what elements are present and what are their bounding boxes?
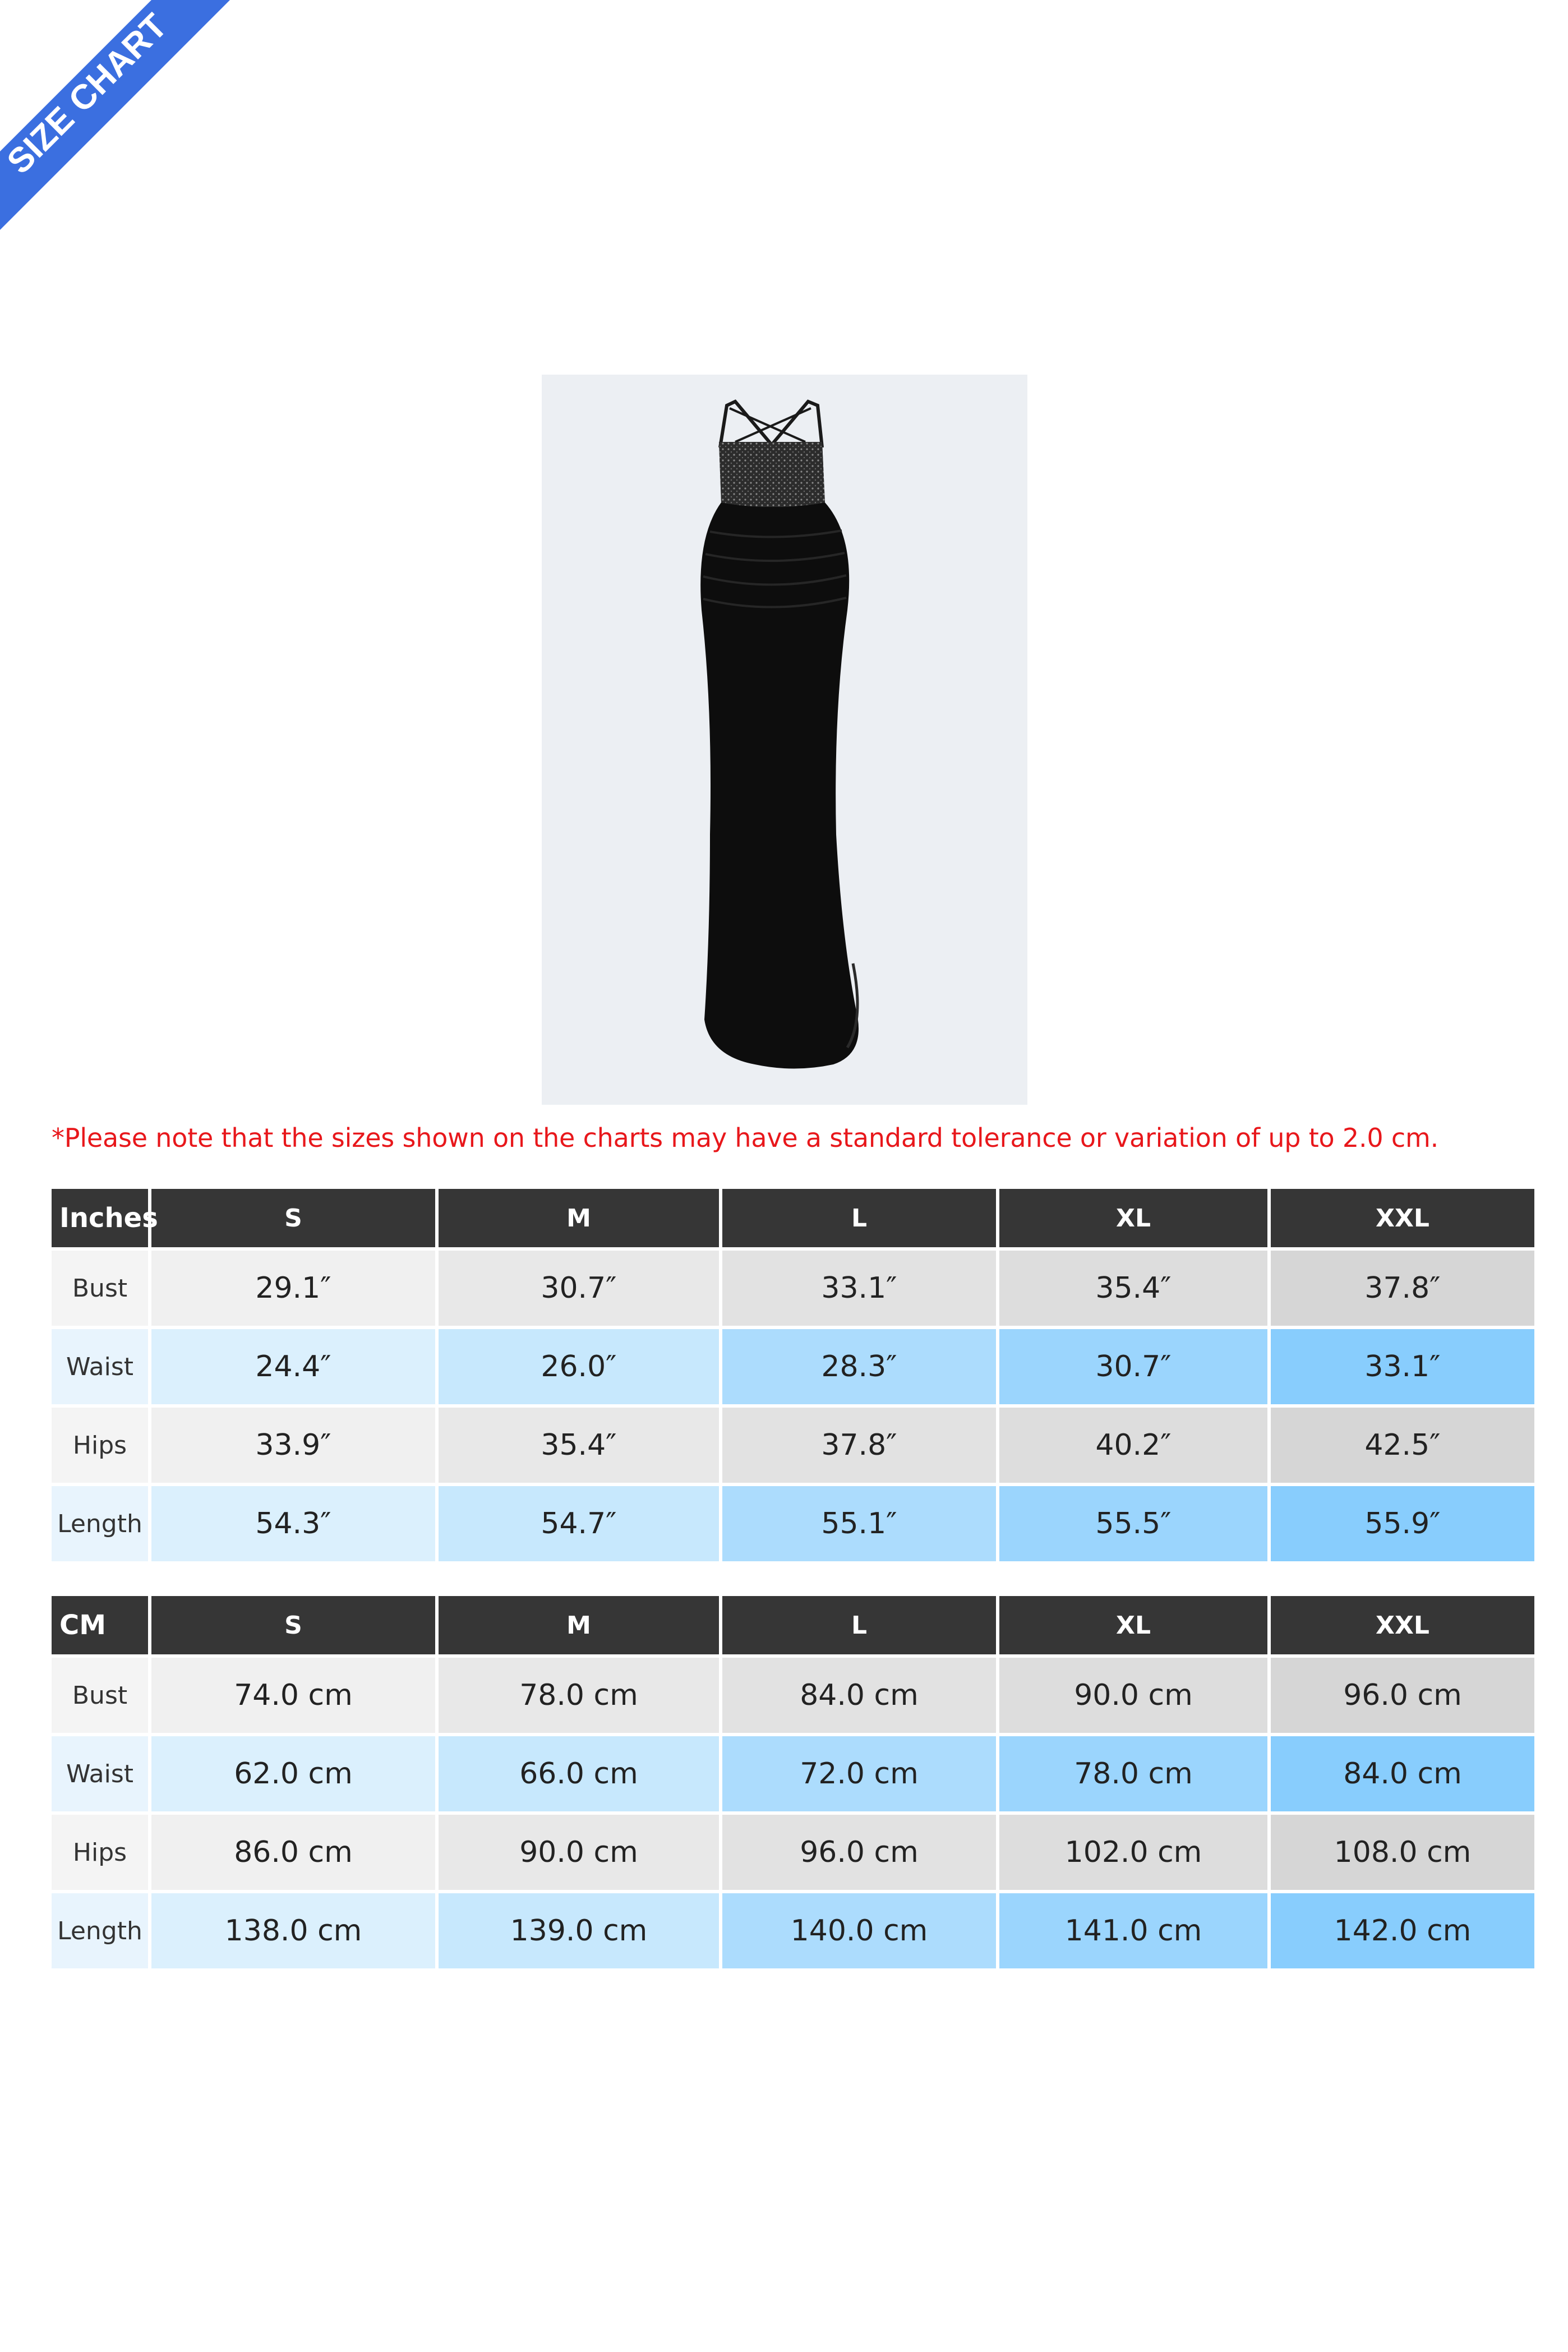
row-label: Waist bbox=[52, 1736, 148, 1811]
table-cell: 24.4″ bbox=[151, 1329, 435, 1404]
table-row bbox=[52, 1658, 1534, 1733]
row-label: Length bbox=[52, 1486, 148, 1561]
table-cell: 90.0 cm bbox=[439, 1815, 719, 1890]
table-cell: 96.0 cm bbox=[722, 1815, 996, 1890]
row-label: Bust bbox=[52, 1251, 148, 1326]
table-cell: 139.0 cm bbox=[439, 1893, 719, 1968]
dress-photo-icon bbox=[542, 375, 1027, 1105]
tolerance-note: *Please note that the sizes shown on the charts may have a standard tolerance or variation of up to 2.0 cm. bbox=[52, 1123, 1439, 1153]
table-cell: 33.1″ bbox=[1271, 1329, 1534, 1404]
table-cell: 141.0 cm bbox=[999, 1893, 1267, 1968]
table-cell: 35.4″ bbox=[999, 1251, 1267, 1326]
row-label: Hips bbox=[52, 1408, 148, 1483]
row-label: Waist bbox=[52, 1329, 148, 1404]
cm-size-table bbox=[48, 1593, 1538, 1972]
table-cell: 84.0 cm bbox=[722, 1658, 996, 1733]
table-cell: 40.2″ bbox=[999, 1408, 1267, 1483]
table-cell: 72.0 cm bbox=[722, 1736, 996, 1811]
table-cell: 108.0 cm bbox=[1271, 1815, 1534, 1890]
table-cell: 30.7″ bbox=[439, 1251, 719, 1326]
table-cell: 138.0 cm bbox=[151, 1893, 435, 1968]
table-cell: 84.0 cm bbox=[1271, 1736, 1534, 1811]
table-cell: 42.5″ bbox=[1271, 1408, 1534, 1483]
table-cell: 37.8″ bbox=[1271, 1251, 1534, 1326]
table-row bbox=[52, 1736, 1534, 1811]
unit-label: Inches bbox=[52, 1189, 148, 1247]
inches-size-table bbox=[48, 1186, 1538, 1565]
table-cell: 140.0 cm bbox=[722, 1893, 996, 1968]
size-header: M bbox=[439, 1596, 719, 1654]
row-label: Hips bbox=[52, 1815, 148, 1890]
product-photo bbox=[542, 375, 1027, 1105]
table-cell: 62.0 cm bbox=[151, 1736, 435, 1811]
table-cell: 78.0 cm bbox=[999, 1736, 1267, 1811]
table-cell: 55.9″ bbox=[1271, 1486, 1534, 1561]
table-row bbox=[52, 1815, 1534, 1890]
table-cell: 30.7″ bbox=[999, 1329, 1267, 1404]
size-header: S bbox=[151, 1596, 435, 1654]
table-cell: 96.0 cm bbox=[1271, 1658, 1534, 1733]
table-row bbox=[52, 1486, 1534, 1561]
row-label: Length bbox=[52, 1893, 148, 1968]
table-cell: 37.8″ bbox=[722, 1408, 996, 1483]
table-row bbox=[52, 1251, 1534, 1326]
table-cell: 78.0 cm bbox=[439, 1658, 719, 1733]
size-chart-ribbon bbox=[0, 0, 236, 236]
size-header: M bbox=[439, 1189, 719, 1247]
table-header-row bbox=[52, 1189, 1534, 1247]
table-cell: 86.0 cm bbox=[151, 1815, 435, 1890]
unit-label: CM bbox=[52, 1596, 148, 1654]
size-header: S bbox=[151, 1189, 435, 1247]
table-cell: 55.1″ bbox=[722, 1486, 996, 1561]
size-header: XXL bbox=[1271, 1596, 1534, 1654]
table-row bbox=[52, 1893, 1534, 1968]
table-cell: 74.0 cm bbox=[151, 1658, 435, 1733]
table-cell: 54.3″ bbox=[151, 1486, 435, 1561]
table-header-row bbox=[52, 1596, 1534, 1654]
table-row bbox=[52, 1408, 1534, 1483]
size-header: XL bbox=[999, 1596, 1267, 1654]
table-cell: 29.1″ bbox=[151, 1251, 435, 1326]
table-cell: 54.7″ bbox=[439, 1486, 719, 1561]
table-cell: 33.9″ bbox=[151, 1408, 435, 1483]
table-cell: 33.1″ bbox=[722, 1251, 996, 1326]
table-cell: 66.0 cm bbox=[439, 1736, 719, 1811]
table-row bbox=[52, 1329, 1534, 1404]
size-header: L bbox=[722, 1596, 996, 1654]
size-header: XXL bbox=[1271, 1189, 1534, 1247]
table-cell: 55.5″ bbox=[999, 1486, 1267, 1561]
table-cell: 35.4″ bbox=[439, 1408, 719, 1483]
table-cell: 28.3″ bbox=[722, 1329, 996, 1404]
table-cell: 90.0 cm bbox=[999, 1658, 1267, 1733]
size-header: L bbox=[722, 1189, 996, 1247]
ribbon-label: SIZE CHART bbox=[0, 6, 175, 182]
table-cell: 142.0 cm bbox=[1271, 1893, 1534, 1968]
row-label: Bust bbox=[52, 1658, 148, 1733]
size-header: XL bbox=[999, 1189, 1267, 1247]
table-cell: 26.0″ bbox=[439, 1329, 719, 1404]
table-cell: 102.0 cm bbox=[999, 1815, 1267, 1890]
